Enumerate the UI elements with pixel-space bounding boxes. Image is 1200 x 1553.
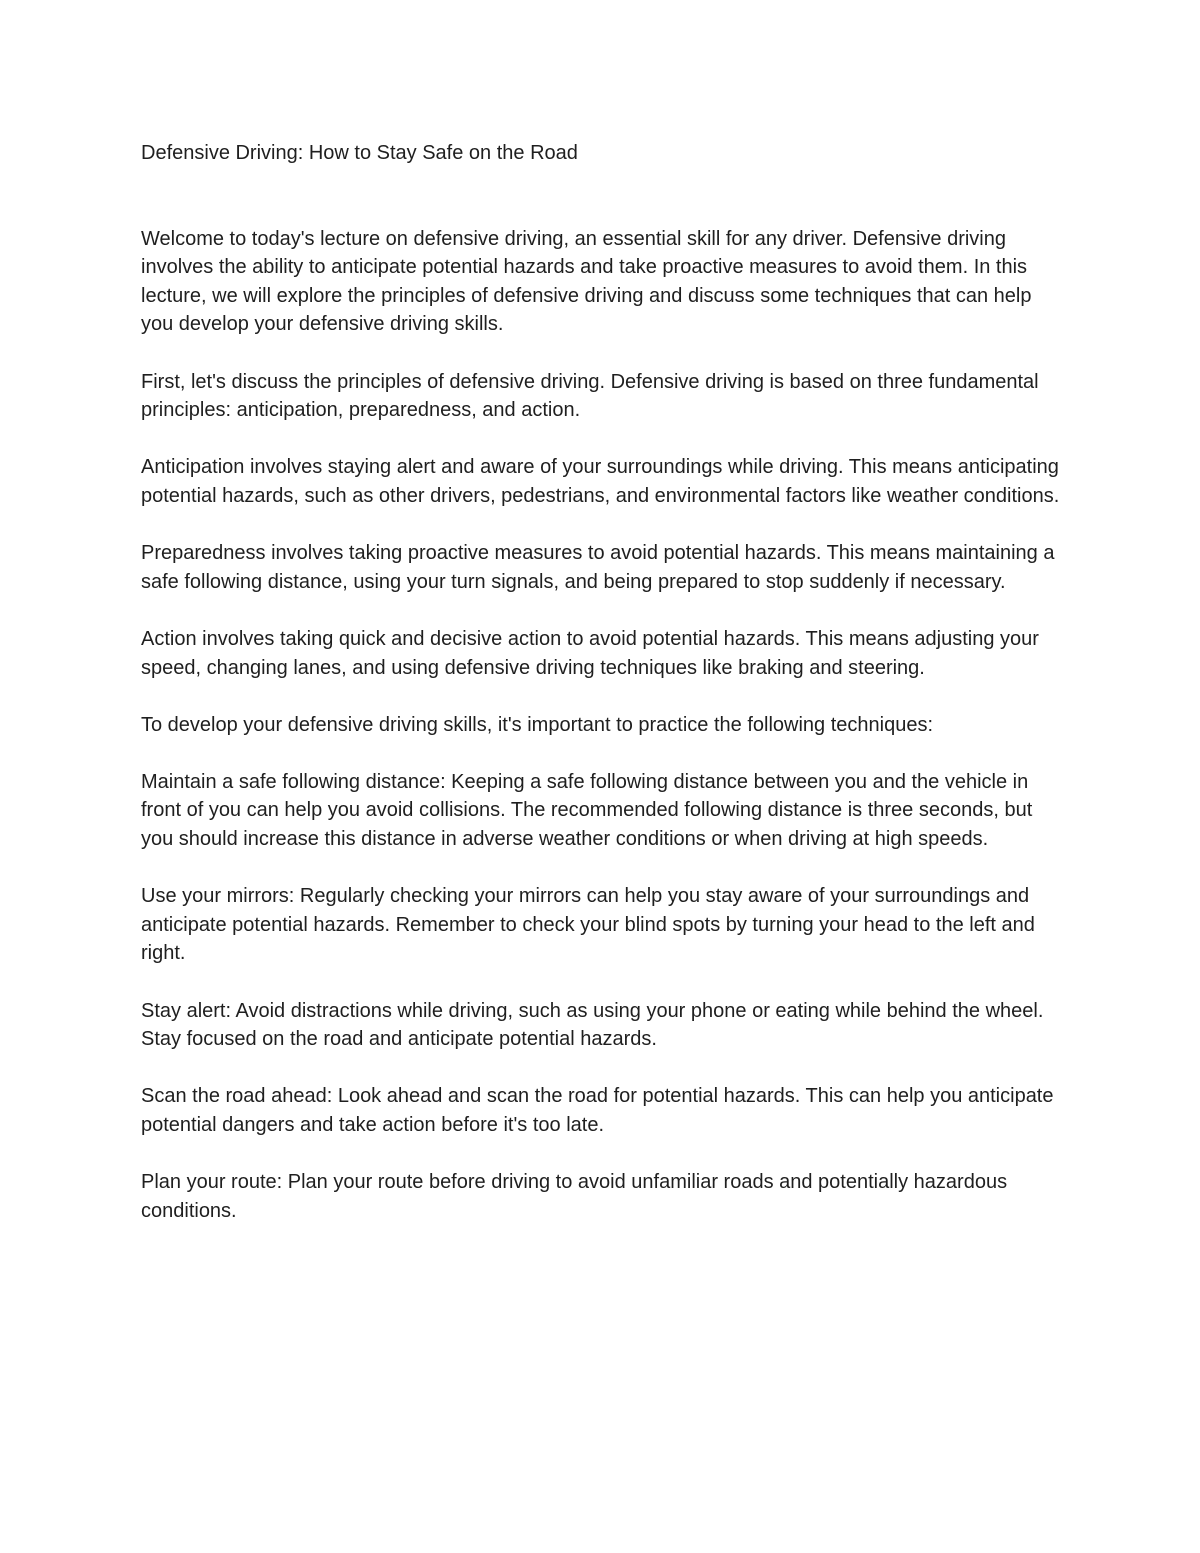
paragraph-plan-route: Plan your route: Plan your route before driving to avoid unfamiliar roads and potentially hazardous conditions. <box>141 1171 1008 1222</box>
document-title: Defensive Driving: How to Stay Safe on the Road <box>141 142 578 164</box>
paragraph-techniques-intro: To develop your defensive driving skills, it's important to practice the following techniques: <box>141 713 934 736</box>
paragraph-action: Action involves taking quick and decisive action to avoid potential hazards. This means adjusting your speed, changing lanes, and using defensive driving techniques like braking and steering. <box>141 627 1039 679</box>
paragraph-scan-road: Scan the road ahead: Look ahead and scan the road for potential hazards. This can help you anticipate potential dangers and take action before it's too late. <box>141 1085 1054 1136</box>
paragraph-following-distance: Maintain a safe following distance: Keeping a safe following distance between you and the vehicle in front of you can help you avoid collisions. The recommended following distance is three seconds, but you should increase this distance in adverse weather conditions or when driving at high speeds. <box>141 770 1033 851</box>
paragraph-principles: First, let's discuss the principles of defensive driving. Defensive driving is based on three fundamental principles: anticipation, preparedness, and action. <box>141 370 1039 422</box>
paragraph-mirrors: Use your mirrors: Regularly checking your mirrors can help you stay aware of your surroundings and anticipate potential hazards. Remember to check your blind spots by turning your head to the left and right. <box>141 885 1035 965</box>
document-page <box>141 139 1066 1254</box>
paragraph-introduction: Welcome to today's lecture on defensive driving, an essential skill for any driver. Defensive driving involves the ability to anticipate potential hazards and take proactive measures to avoid them. In this lecture, we will explore the principles of defensive driving and discuss some techniques that can help you develop your defensive driving skills. <box>141 227 1032 336</box>
paragraph-anticipation: Anticipation involves staying alert and aware of your surroundings while driving. This means anticipating potential hazards, such as other drivers, pedestrians, and environmental factors like weather conditions. <box>141 456 1060 507</box>
paragraph-stay-alert: Stay alert: Avoid distractions while driving, such as using your phone or eating while behind the wheel. Stay focused on the road and anticipate potential hazards. <box>141 999 1044 1051</box>
paragraph-preparedness: Preparedness involves taking proactive measures to avoid potential hazards. This means maintaining a safe following distance, using your turn signals, and being prepared to stop suddenly if necessary. <box>141 542 1055 593</box>
